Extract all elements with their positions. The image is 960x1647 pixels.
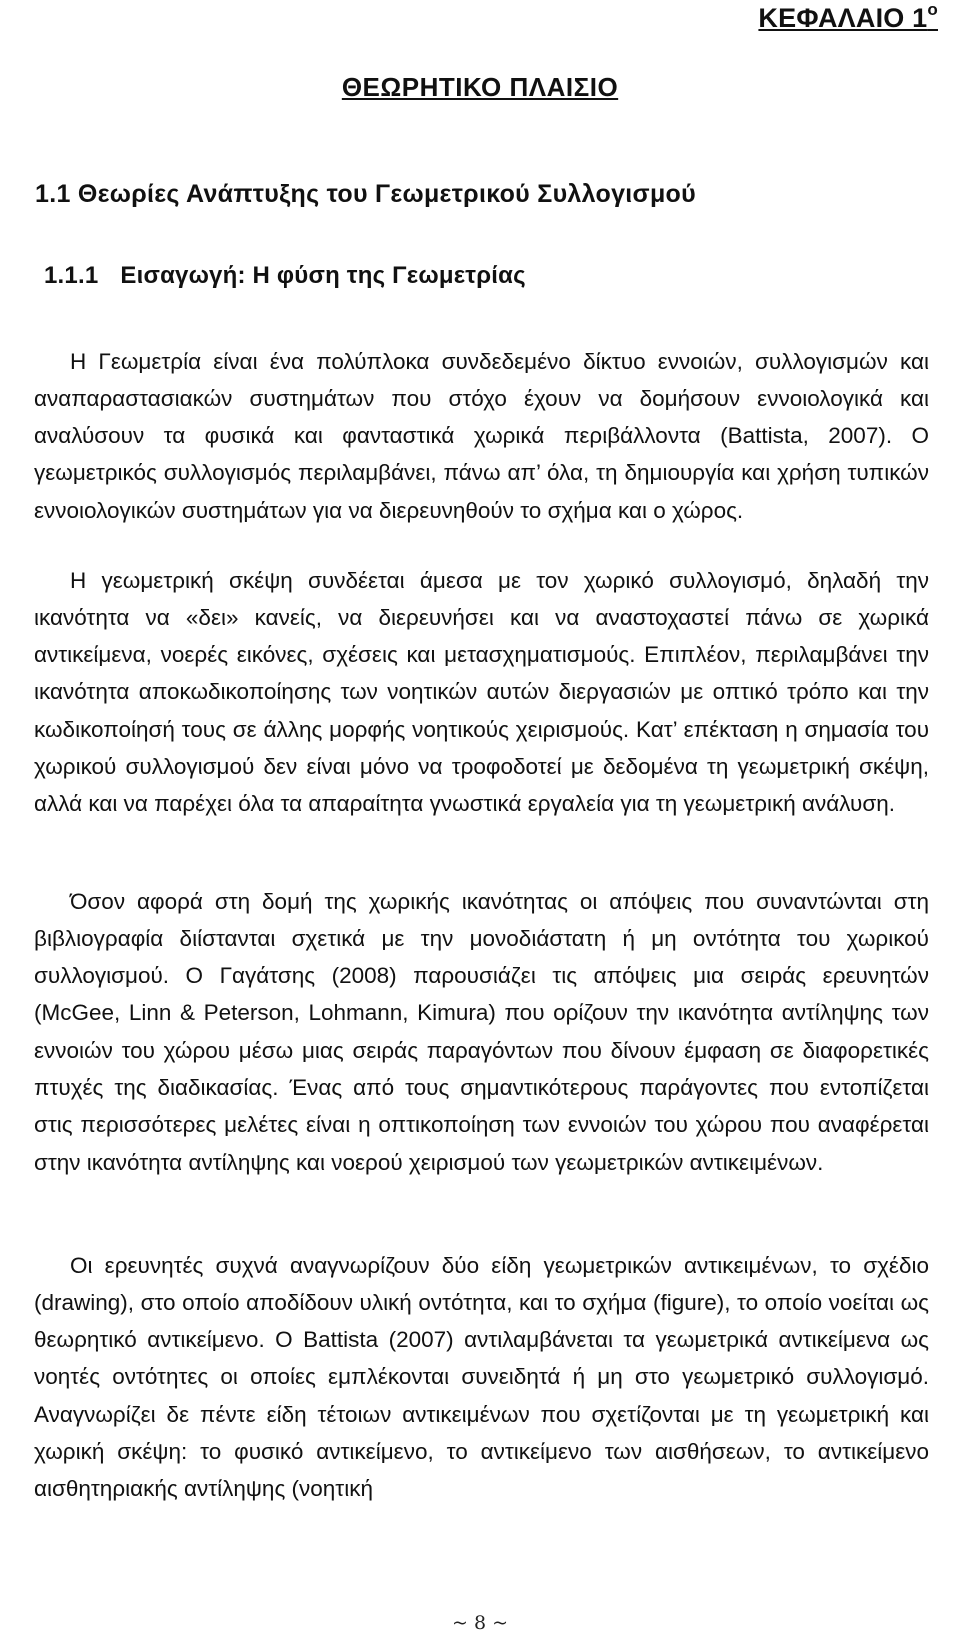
paragraph-3: Όσον αφορά στη δομή της χωρικής ικανότητας οι απόψεις που συναντώνται στη βιβλιογραφία διίστανται σχετικά με την μονοδιάστατη ή μη οντότητα του χωρικού συλλογισμού. Ο Γαγάτσης (2008) παρουσιάζει τις απόψεις μια σειράς ερευνητών (McGee, Linn & Peterson, Lohmann, Kimura) που ορίζουν την ικανότητα αντίληψης των εννοιών του χώρου μέσω μιας σειράς παραγόντων που δίνουν έμφαση σε διαφορετικές πτυχές της διαδικασίας. Ένας από τους σημαντικότερους παράγοντες που εντοπίζεται στις περισσότερες μελέτες είναι η οπτικοποίηση των εννοιών του χώρου που αναφέρεται στην ικανότητα αντίληψης και νοερού χειρισμού των γεωμετρικών αντικειμένων. xyxy=(34,888,929,1175)
subsection-heading xyxy=(44,262,526,290)
paragraph-4: Οι ερευνητές συχνά αναγνωρίζουν δύο είδη γεωμετρικών αντικειμένων, το σχέδιο (drawing), στο οποίο αποδίδουν υλική οντότητα, και το σχήμα (figure), το οποίο νοείται ως θεωρητικό αντικείμενο. Ο Battista (2007) αντιλαμβάνεται τα γεωμετρικά αντικείμενα ως νοητές οντότητες οι οποίες εμπλέκονται συνειδητά ή μη στο γεωμετρικό συλλογισμό. Αναγνωρίζει δε πέντε είδη τέτοιων αντικειμένων που σχετίζονται με τη γεωμετρική και χωρική σκέψη: το φυσικό αντικείμενο, το αντικείμενο των αισθήσεων, το αντικείμενο αισθητηριακής αντίληψης (νοητική xyxy=(34,1252,929,1502)
page-number: ~ 8 ~ xyxy=(451,1612,508,1634)
chapter-label: ΚΕΦΑΛΑΙΟ 1 xyxy=(758,3,928,33)
frame-title: ΘΕΩΡΗΤΙΚΟ ΠΛΑΙΣΙΟ xyxy=(341,72,619,102)
paragraph-1: Η Γεωμετρία είναι ένα πολύπλοκα συνδεδεμένο δίκτυο εννοιών, συλλογισμών και αναπαραστασιακών συστημάτων που στόχο έχουν να δομήσουν εννοιολογικά και αναλύσουν τα φυσικά και φανταστικά χωρικά περιβάλλοντα (Battista, 2007). Ο γεωμετρικός συλλογισμός περιλαμβάνει, πάνω απ’ όλα, τη δημιουργία και χρήση τυπικών εννοιολογικών συστημάτων για να διερευνηθούν το σχήμα και ο χώρος. xyxy=(34,348,929,523)
subsection-title: Εισαγωγή: Η φύση της Γεωμετρίας xyxy=(120,262,526,289)
chapter-superscript: ο xyxy=(927,0,938,19)
section-title: 1.1 Θεωρίες Ανάπτυξης του Γεωμετρικού Συλλογισμού xyxy=(35,180,696,208)
chapter-heading xyxy=(758,2,938,34)
subsection-number: 1.1.1 xyxy=(44,262,99,289)
paragraph-2: Η γεωμετρική σκέψη συνδέεται άμεσα με τον χωρικό συλλογισμό, δηλαδή την ικανότητα να «δει» κανείς, να διερευνήσει και να αναστοχαστεί πάνω σε χωρικά αντικείμενα, νοερές εικόνες, σχέσεις και μετασχηματισμούς. Επιπλέον, περιλαμβάνει την ικανότητα αποκωδικοποίησης των νοητικών αυτών διεργασιών με οπτικό τρόπο και την κωδικοποίησή τους σε άλλης μορφής νοητικούς χειρισμούς. Κατ’ επέκταση η σημασία του χωρικού συλλογισμού δεν είναι μόνο να τροφοδοτεί με δεδομένα τη γεωμετρική σκέψη, αλλά και να παρέχει όλα τα απαραίτητα γνωστικά εργαλεία για τη γεωμετρική ανάλυση. xyxy=(34,567,929,817)
